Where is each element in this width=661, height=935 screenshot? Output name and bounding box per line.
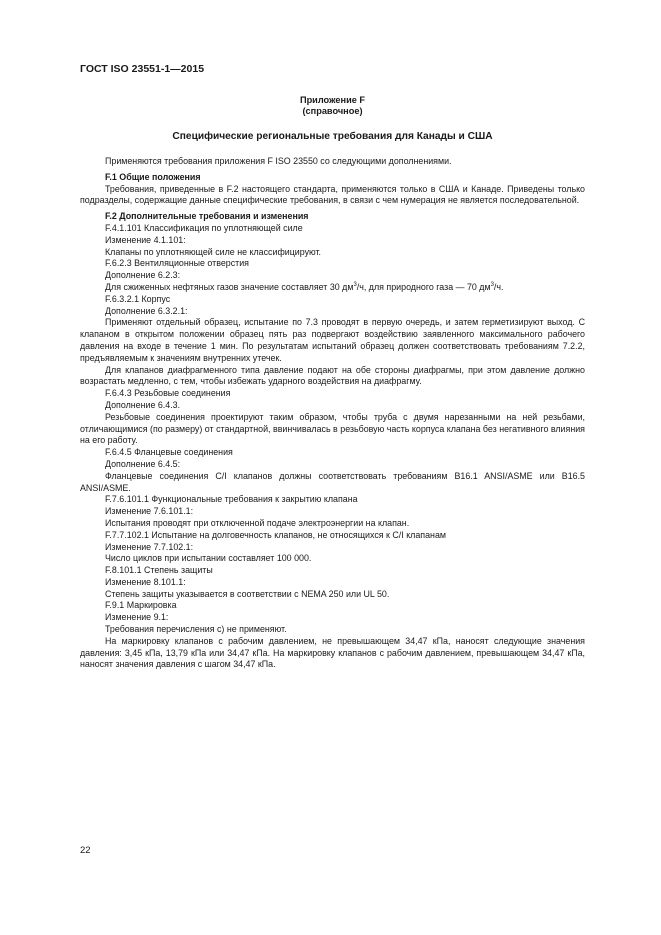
- clause-title: F.7.7.102.1 Испытание на долговечность клапанов, не относящихся к C/I клапанам: [105, 529, 446, 540]
- intro-paragraph: Применяются требования приложения F ISO 23550 со следующими дополнениями.: [105, 156, 452, 166]
- paragraph: Степень защиты указывается в соответствии с NEMA 250 или UL 50.: [105, 588, 390, 599]
- clause-change: Изменение 7.6.101.1:: [105, 506, 194, 517]
- clause-change: Изменение 7.7.102.1:: [105, 541, 194, 552]
- clause-change: Дополнение 6.4.5:: [105, 458, 181, 469]
- clause-title: F.8.101.1 Степень защиты: [105, 565, 213, 576]
- clause-title: F.6.3.2.1 Корпус: [105, 293, 171, 304]
- heading-f1: F.1 Общие положения: [105, 171, 201, 182]
- paragraph-vent-values: Для сжиженных нефтяных газов значение составляет 30 $дм^3/ч$, для природного газа — 70 $дм^3/ч$.: [105, 281, 504, 292]
- section-title: Специфические региональные требования для Канады и США: [172, 131, 493, 142]
- clause-change: Изменение 4.1.101:: [105, 234, 186, 245]
- clause-title: F.7.6.101.1 Функциональные требования к закрытию клапана: [105, 494, 358, 505]
- clause-change: Дополнение 6.3.2.1:: [105, 305, 188, 316]
- clause-title: F.6.4.5 Фланцевые соединения: [105, 447, 233, 458]
- paragraph: Фланцевые соединения C/I клапанов должны соответствовать требованиям B16.1 ANSI/ASME или B16.5 ANSI/ASME.: [80, 470, 585, 493]
- annex-subtitle: (справочное): [302, 106, 363, 116]
- paragraph: На маркировку клапанов с рабочим давлением, не превышающем 34,47 кПа, наносят следующие значения давления: 3,45 кПа, 13,79 кПа или 34,47 кПа. На маркировку клапанов с рабочим давлением, превышающем 34,47 кПа, наносят значения давления с шагом 34,47 кПа.: [80, 635, 585, 670]
- clause-title: F.6.2.3 Вентиляционные отверстия: [105, 258, 249, 269]
- clause-change: Изменение 8.101.1:: [105, 576, 186, 587]
- page-number: 22: [80, 845, 91, 856]
- clause-title: F.4.1.101 Классификация по уплотняющей силе: [105, 222, 303, 233]
- clause-title: F.9.1 Маркировка: [105, 600, 177, 611]
- clause-change: Дополнение 6.4.3.: [105, 399, 181, 410]
- paragraph: Число циклов при испытании составляет 100 000.: [105, 553, 312, 564]
- paragraph: Испытания проводят при отключенной подаче электроэнергии на клапан.: [105, 517, 410, 528]
- paragraph: Клапаны по уплотняющей силе не классифицируют.: [105, 246, 322, 257]
- clause-change: Дополнение 6.2.3:: [105, 270, 181, 281]
- clause-title: F.6.4.3 Резьбовые соединения: [105, 388, 231, 399]
- document-body: [80, 156, 585, 671]
- paragraph: Требования перечисления c) не применяют.: [105, 624, 287, 635]
- heading-f2: F.2 Дополнительные требования и изменения: [105, 211, 309, 222]
- paragraph: Для клапанов диафрагменного типа давление подают на обе стороны диафрагмы, при этом давление должно возрастать медленно, с тем, чтобы избежать ударного воздействия на диафрагму.: [80, 364, 585, 387]
- clause-change: Изменение 9.1:: [105, 612, 169, 623]
- paragraph: Резьбовые соединения проектируют таким образом, чтобы труба с двумя нарезанными на ней резьбами, отличающимися (по размеру) от стандартной, ввинчивалась в резьбовую часть корпуса клапана без негативного влияния на его работу.: [80, 411, 585, 446]
- paragraph: Применяют отдельный образец, испытание по 7.3 проводят в первую очередь, и затем герметизируют выход. С клапаном в открытом положении образец пять раз подвергают воздействию заявленного максимального рабочего давления на входе в течение 1 мин. По результатам испытаний образец должен соответствовать требованиям 7.2.2, предъявляемым к значениям внутренних утечек.: [80, 317, 585, 363]
- paragraph: Требования, приведенные в F.2 настоящего стандарта, применяются только в США и Канаде. Приведены только подразделы, содержащие данные специфические требования, в связи с чем нумерация не является последовательной.: [80, 183, 585, 206]
- document-code-header: ГОСТ ISO 23551-1—2015: [80, 63, 205, 75]
- annex-title: Приложение F: [299, 95, 366, 105]
- annex-heading: [80, 95, 585, 117]
